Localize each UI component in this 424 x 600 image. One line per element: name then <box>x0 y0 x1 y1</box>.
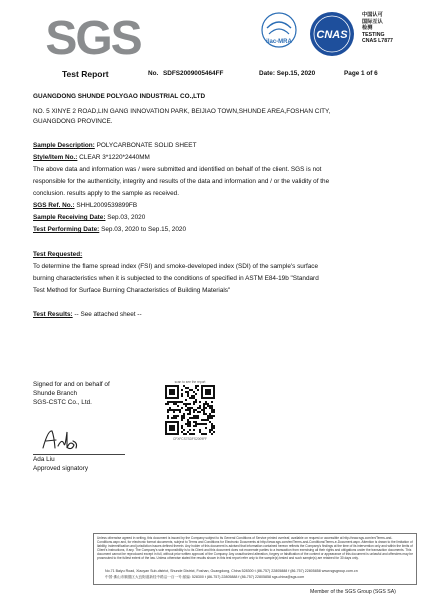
test-requested-line-2: burning characteristics when it is subjected to the conditions of specified in ASTM E84-19b "Standard <box>33 275 319 282</box>
cert-en-line-2: CNAS L7877 <box>362 38 393 45</box>
test-requested-line-1: To determine the flame spread index (FSI) and smoke-developed index (SDI) of the sample's surface <box>33 263 319 270</box>
sample-description-label: Sample Description: <box>33 142 95 149</box>
signatory-role: Approved signatory <box>33 465 89 472</box>
footer-address-cn: 中国·佛山市顺德区大良街道新桂中路沿一百一号 邮编: 528300 t (86-757) 22805888 f (86-757) 22805858 sgs.china@sgs.com <box>105 575 305 579</box>
signed-line-2: Shunde Branch <box>33 390 78 397</box>
cert-cn-line-2: 国际互认 <box>362 18 383 25</box>
statement-line-1: The above data and information was / were submitted and identified on behalf of the client. SGS is not <box>33 166 322 173</box>
qr-caption-bottom: CFXFCS7SDFS2009FF <box>172 437 207 441</box>
footer-address-en: No.71 Baiyu Road, Xiaoyan Sub-district, Shunde District, Foshan, Guangdong, China 528300 t (86-757) 22805888 f (86-757) 22805858 www.sgsgroup.com.cn <box>105 569 358 573</box>
performing-date-label: Test Performing Date: <box>33 226 100 233</box>
ilac-label: ilac-MRA <box>266 39 292 45</box>
receiving-date-value: Sep.03, 2020 <box>105 214 146 221</box>
receiving-date-label: Sample Receiving Date: <box>33 214 106 221</box>
client-name: GUANGDONG SHUNDE POLYGAO INDUSTRIAL CO.,LTD <box>33 93 206 100</box>
performing-date-value: Sep.03, 2020 to Sep.15, 2020 <box>99 226 186 233</box>
signed-line-3: SGS-CSTC Co., Ltd. <box>33 399 92 406</box>
cnas-seal-icon <box>308 10 356 58</box>
statement-line-2: responsible for the authenticity, integrity and results of the data and information and / or the validity of the <box>33 178 330 185</box>
test-results <box>33 310 393 319</box>
sgs-ref-no <box>33 201 393 210</box>
style-item-value: CLEAR 3*1220*2440MM <box>77 154 150 161</box>
qr-code[interactable] <box>165 385 215 435</box>
cert-en-line-1: TESTING <box>362 31 385 38</box>
report-date: Date: Sep.15, 2020 <box>259 70 316 77</box>
sample-description <box>33 141 393 150</box>
signed-line-1: Signed for and on behalf of <box>33 381 110 388</box>
accreditation-text <box>362 12 393 45</box>
style-item-label: Style/Item No.: <box>33 154 78 161</box>
report-title: Test Report <box>62 69 109 79</box>
signatory-name: Ada Liu <box>33 456 55 463</box>
footer-disclaimer: Unless otherwise agreed in writing, this document is issued by the Company subject to its General Conditions of Service printed overleaf, available on request or accessible at http://www.sgs.com/en/Terms-and-Conditions.aspx and, for electronic format documents, subject to Terms and Conditions for Electronic Documents at http://www.sgs.com/en/Terms-and-Conditions/Terms-e-Document.aspx. Attention is drawn to the limitation of liability, indemnification and jurisdiction issues defined therein. Any holder of this document is advised that information contained hereon reflects the Company's findings at the time of its intervention only and within the limits of Client's instructions, if any. The Company's sole responsibility is to its Client and this document does not exonerate parties to a transaction from exercising all their rights and obligations under the transaction documents. This document cannot be reproduced except in full, without prior written approval of the Company. Any unauthorized alteration, forgery or falsification of the content or appearance of this document is unlawful and offenders may be prosecuted to the fullest extent of the law. Unless otherwise stated the results shown in this test report refer only to the sample(s) tested and such sample(s) are retained for 30 days only. <box>97 536 413 560</box>
sample-receiving-date <box>33 213 393 222</box>
member-of-sgs: Member of the SGS Group (SGS SA) <box>310 589 396 595</box>
statement-line-3: conclusion. results apply to the sample as received. <box>33 190 179 197</box>
cnas-label: CNAS <box>316 29 348 41</box>
test-requested-line-3: Test Method for Surface Burning Characteristics of Building Materials" <box>33 287 231 294</box>
client-address-line-1: NO. 5 XINYE 2 ROAD,LIN GANG INNOVATION PARK, BEIJIAO TOWN,SHUNDE AREA,FOSHAN CITY, <box>33 108 331 115</box>
report-no-label: No. <box>148 70 159 77</box>
handwritten-signature <box>40 426 80 454</box>
test-results-value: -- See attached sheet -- <box>72 311 142 318</box>
cert-cn-line-3: 检测 <box>362 25 373 32</box>
cert-cn-line-1: 中国认可 <box>362 12 383 18</box>
sample-description-value: POLYCARBONATE SOLID SHEET <box>94 142 197 149</box>
style-item <box>33 153 393 162</box>
sgs-logo-text: SGS <box>45 12 141 62</box>
client-address-line-2: GUANGDONG PROVINCE. <box>33 118 113 125</box>
test-requested-label: Test Requested: <box>33 251 83 258</box>
ilac-mra-seal-icon <box>257 10 301 54</box>
report-page: Page 1 of 6 <box>344 70 378 77</box>
sgs-ref-label: SGS Ref. No.: <box>33 202 75 209</box>
qr-caption-top: scan to see the report <box>174 380 206 384</box>
test-performing-date <box>33 225 393 234</box>
sgs-ref-value: SHHL2009539899FB <box>74 202 138 209</box>
sgs-logo <box>34 10 152 62</box>
test-results-label: Test Results: <box>33 311 73 318</box>
report-no-value: SDFS2009005464FF <box>163 70 224 77</box>
